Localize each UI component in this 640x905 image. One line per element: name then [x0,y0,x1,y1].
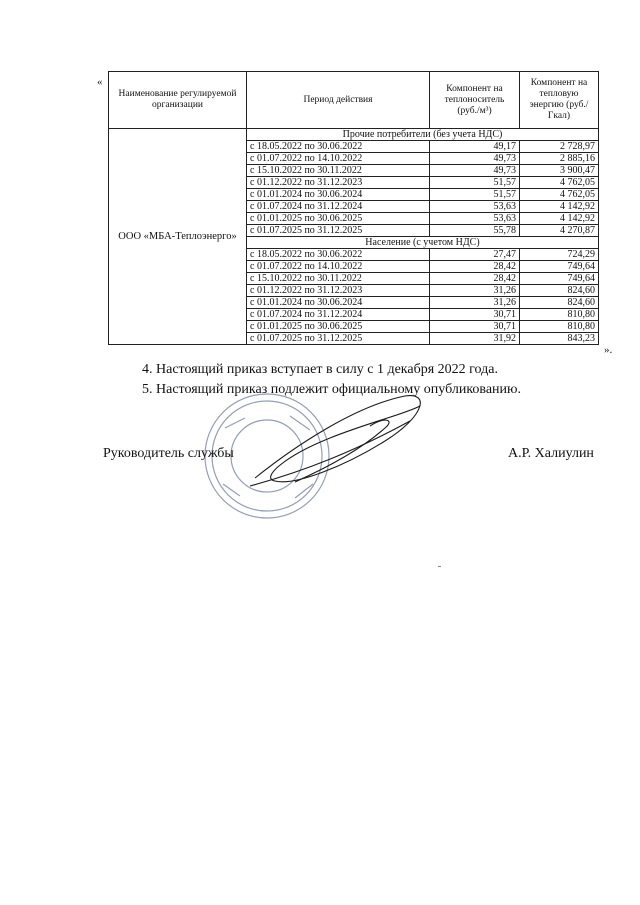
carrier-value-cell: 49,73 [430,165,520,177]
handwritten-signature [235,386,445,496]
period-cell: с 01.07.2025 по 31.12.2025 [247,333,430,345]
energy-value-cell: 4 142,92 [520,201,599,213]
energy-value-cell: 4 270,87 [520,225,599,237]
carrier-value-cell: 49,73 [430,153,520,165]
period-cell: с 01.07.2024 по 31.12.2024 [247,201,430,213]
organization-name: ООО «МБА-Теплоэнерго» [109,129,247,345]
carrier-value-cell: 28,42 [430,261,520,273]
header-period: Период действия [247,72,430,129]
period-cell: с 15.10.2022 по 30.11.2022 [247,273,430,285]
carrier-value-cell: 53,63 [430,201,520,213]
section-row [109,129,599,141]
tariff-table [108,71,599,345]
energy-value-cell: 810,80 [520,321,599,333]
paragraph-effective-date: 4. Настоящий приказ вступает в силу с 1 декабря 2022 года. [142,362,498,377]
carrier-value-cell: 30,71 [430,321,520,333]
stray-mark [438,566,441,567]
energy-value-cell: 824,60 [520,297,599,309]
carrier-value-cell: 28,42 [430,273,520,285]
period-cell: с 01.07.2024 по 31.12.2024 [247,309,430,321]
period-cell: с 15.10.2022 по 30.11.2022 [247,165,430,177]
header-carrier: Компонент на теплоноситель (руб./м³) [430,72,520,129]
close-quote: ». [604,344,613,356]
energy-value-cell: 843,23 [520,333,599,345]
energy-value-cell: 810,80 [520,309,599,321]
period-cell: с 01.01.2024 по 30.06.2024 [247,189,430,201]
header-organization: Наименование регулируемой организации [109,72,247,129]
period-cell: с 01.07.2025 по 31.12.2025 [247,225,430,237]
energy-value-cell: 4 762,05 [520,177,599,189]
period-cell: с 01.07.2022 по 14.10.2022 [247,153,430,165]
table-body [109,129,599,345]
section-title: Население (с учетом НДС) [247,237,599,249]
carrier-value-cell: 49,17 [430,141,520,153]
period-cell: с 18.05.2022 по 30.06.2022 [247,141,430,153]
table-header-row [109,72,599,129]
carrier-value-cell: 31,26 [430,285,520,297]
period-cell: с 01.01.2025 по 30.06.2025 [247,321,430,333]
carrier-value-cell: 51,57 [430,189,520,201]
period-cell: с 01.07.2022 по 14.10.2022 [247,261,430,273]
energy-value-cell: 2 728,97 [520,141,599,153]
carrier-value-cell: 31,92 [430,333,520,345]
energy-value-cell: 749,64 [520,273,599,285]
signatory-position: Руководитель службы [103,446,234,461]
energy-value-cell: 4 142,92 [520,213,599,225]
carrier-value-cell: 55,78 [430,225,520,237]
energy-value-cell: 824,60 [520,285,599,297]
open-quote: « [97,76,103,88]
period-cell: с 01.12.2022 по 31.12.2023 [247,285,430,297]
carrier-value-cell: 53,63 [430,213,520,225]
carrier-value-cell: 30,71 [430,309,520,321]
section-title: Прочие потребители (без учета НДС) [247,129,599,141]
period-cell: с 18.05.2022 по 30.06.2022 [247,249,430,261]
period-cell: с 01.01.2024 по 30.06.2024 [247,297,430,309]
energy-value-cell: 749,64 [520,261,599,273]
carrier-value-cell: 27,47 [430,249,520,261]
energy-value-cell: 4 762,05 [520,189,599,201]
paragraph-publication: 5. Настоящий приказ подлежит официальному опубликованию. [142,382,521,397]
period-cell: с 01.01.2025 по 30.06.2025 [247,213,430,225]
energy-value-cell: 3 900,47 [520,165,599,177]
signatory-name: А.Р. Халиулин [508,446,594,461]
energy-value-cell: 2 885,16 [520,153,599,165]
carrier-value-cell: 31,26 [430,297,520,309]
energy-value-cell: 724,29 [520,249,599,261]
header-energy: Компонент на тепловую энергию (руб./Гкал) [520,72,599,129]
period-cell: с 01.12.2022 по 31.12.2023 [247,177,430,189]
carrier-value-cell: 51,57 [430,177,520,189]
